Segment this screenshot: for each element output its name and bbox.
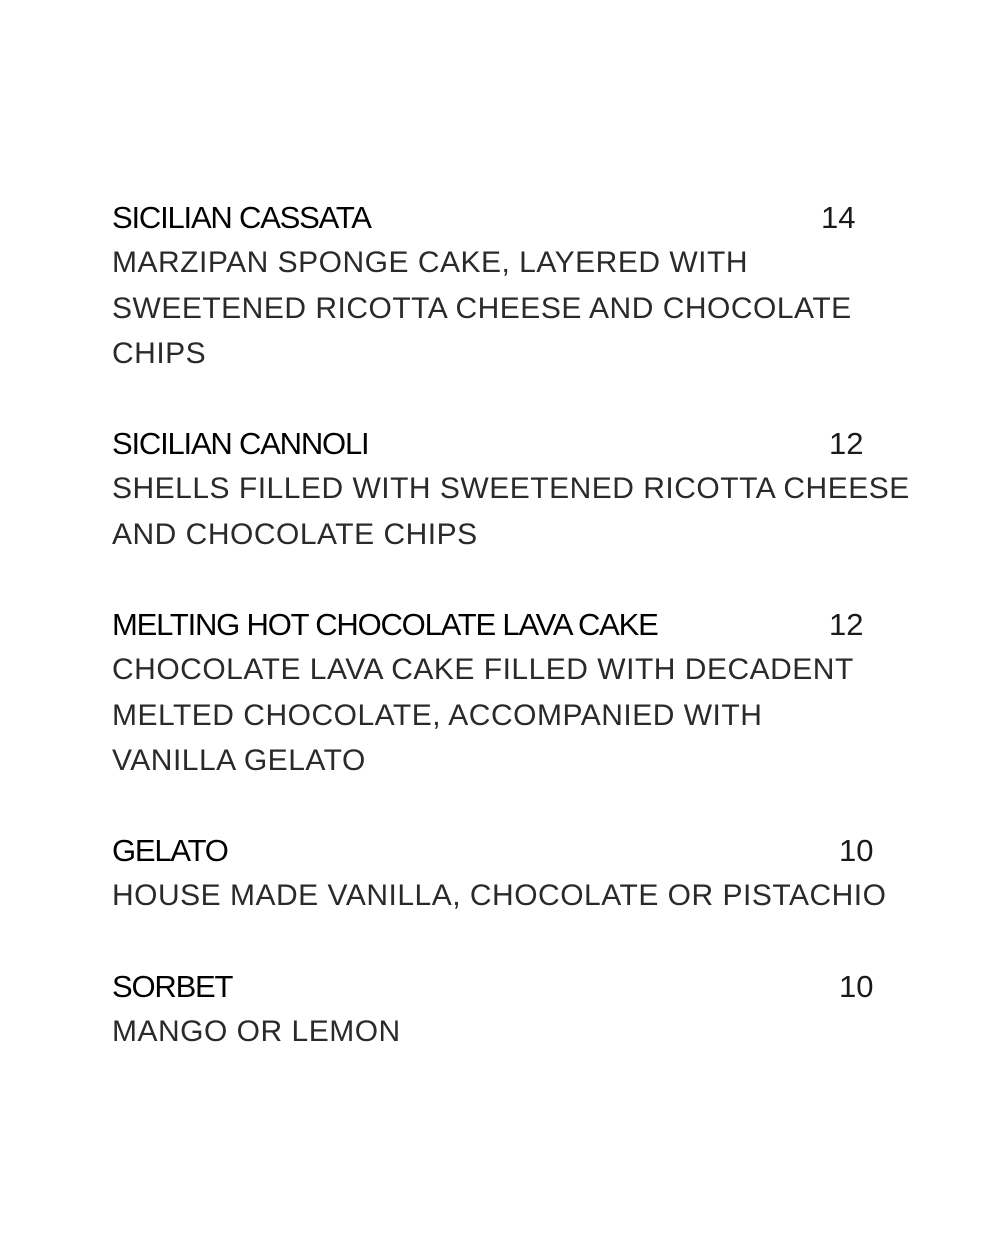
description-line: SWEETENED RICOTTA CHEESE AND CHOCOLATE bbox=[112, 291, 852, 325]
item-name: SICILIAN CANNOLI bbox=[112, 426, 369, 461]
item-price: 14 bbox=[821, 200, 856, 235]
description-line: MELTED CHOCOLATE, ACCOMPANIED WITH bbox=[112, 698, 763, 732]
item-description bbox=[112, 466, 910, 557]
item-description bbox=[112, 873, 886, 919]
item-name: SICILIAN CASSATA bbox=[112, 200, 371, 235]
description-line: MARZIPAN SPONGE CAKE, LAYERED WITH bbox=[112, 246, 748, 279]
item-description bbox=[112, 1009, 401, 1055]
item-name: GELATO bbox=[112, 833, 228, 868]
description-line: CHIPS bbox=[112, 337, 207, 370]
item-name: SORBET bbox=[112, 969, 233, 1004]
description-line: VANILLA GELATO bbox=[112, 744, 366, 777]
item-description bbox=[112, 240, 852, 377]
description-line: SHELLS FILLED WITH SWEETENED RICOTTA CHEESE bbox=[112, 472, 910, 505]
item-price: 12 bbox=[829, 607, 864, 642]
item-name: MELTING HOT CHOCOLATE LAVA CAKE bbox=[112, 607, 658, 642]
description-line: CHOCOLATE LAVA CAKE FILLED WITH DECADENT bbox=[112, 653, 854, 686]
item-price: 12 bbox=[829, 426, 864, 461]
description-line: HOUSE MADE VANILLA, CHOCOLATE OR PISTACHIO bbox=[112, 879, 887, 912]
description-line: AND CHOCOLATE CHIPS bbox=[112, 517, 478, 551]
item-price: 10 bbox=[839, 969, 874, 1004]
item-price: 10 bbox=[839, 833, 874, 868]
description-line: MANGO OR LEMON bbox=[112, 1015, 401, 1048]
item-description bbox=[112, 647, 854, 784]
